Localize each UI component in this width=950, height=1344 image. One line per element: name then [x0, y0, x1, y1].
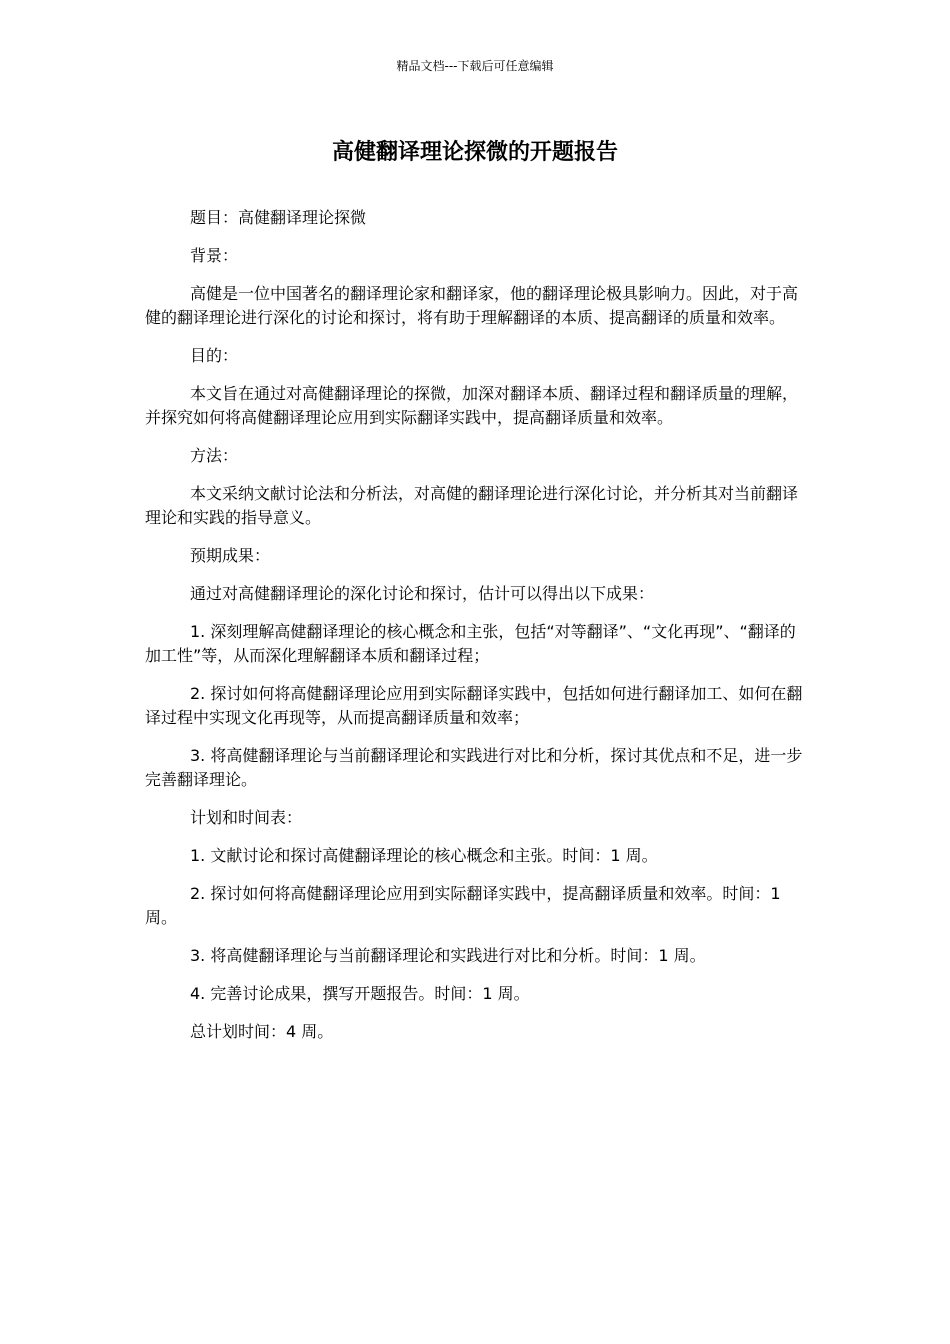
schedule-heading: 计划和时间表：: [190, 808, 303, 827]
method-paragraph: 本文采纳文献讨论法和分析法，对高健的翻译理论进行深化讨论，并分析其对当前翻译理论和实践的指导意义。: [145, 484, 799, 527]
expected-results-intro: 通过对高健翻译理论的深化讨论和探讨，估计可以得出以下成果：: [190, 584, 655, 603]
expected-result-item: 3. 将高健翻译理论与当前翻译理论和实践进行对比和分析，探讨其优点和不足，进一步完善翻译理论。: [145, 746, 803, 789]
background-paragraph: 高健是一位中国著名的翻译理论家和翻译家，他的翻译理论极具影响力。因此，对于高健的翻译理论进行深化的讨论和探讨，将有助于理解翻译的本质、提高翻译的质量和效率。: [145, 284, 799, 327]
expected-result-item: 1. 深刻理解高健翻译理论的核心概念和主张，包括“对等翻译”、“文化再现”、“翻译的加工性”等，从而深化理解翻译本质和翻译过程；: [145, 622, 796, 665]
document-title: 高健翻译理论探微的开题报告: [331, 140, 618, 165]
header-note: 精品文档---下载后可任意编辑: [396, 59, 554, 73]
schedule-item: 2. 探讨如何将高健翻译理论应用到实际翻译实践中，提高翻译质量和效率。时间：1 周。: [145, 884, 781, 927]
background-heading: 背景：: [190, 246, 239, 265]
document-body: [145, 206, 807, 1058]
schedule-item: 4. 完善讨论成果，撰写开题报告。时间：1 周。: [190, 984, 530, 1003]
purpose-paragraph: 本文旨在通过对高健翻译理论的探微，加深对翻译本质、翻译过程和翻译质量的理解，并探究如何将高健翻译理论应用到实际翻译实践中，提高翻译质量和效率。: [145, 384, 799, 427]
method-heading: 方法：: [190, 446, 239, 465]
expected-results-heading: 预期成果：: [190, 546, 271, 565]
total-time-line: 总计划时间：4 周。: [190, 1022, 334, 1041]
schedule-item: 3. 将高健翻译理论与当前翻译理论和实践进行对比和分析。时间：1 周。: [190, 946, 706, 965]
schedule-item: 1. 文献讨论和探讨高健翻译理论的核心概念和主张。时间：1 周。: [190, 846, 658, 865]
expected-result-item: 2. 探讨如何将高健翻译理论应用到实际翻译实践中，包括如何进行翻译加工、如何在翻译过程中实现文化再现等，从而提高翻译质量和效率；: [145, 684, 803, 727]
topic-line: 题目：高健翻译理论探微: [190, 208, 367, 227]
purpose-heading: 目的：: [190, 346, 239, 365]
